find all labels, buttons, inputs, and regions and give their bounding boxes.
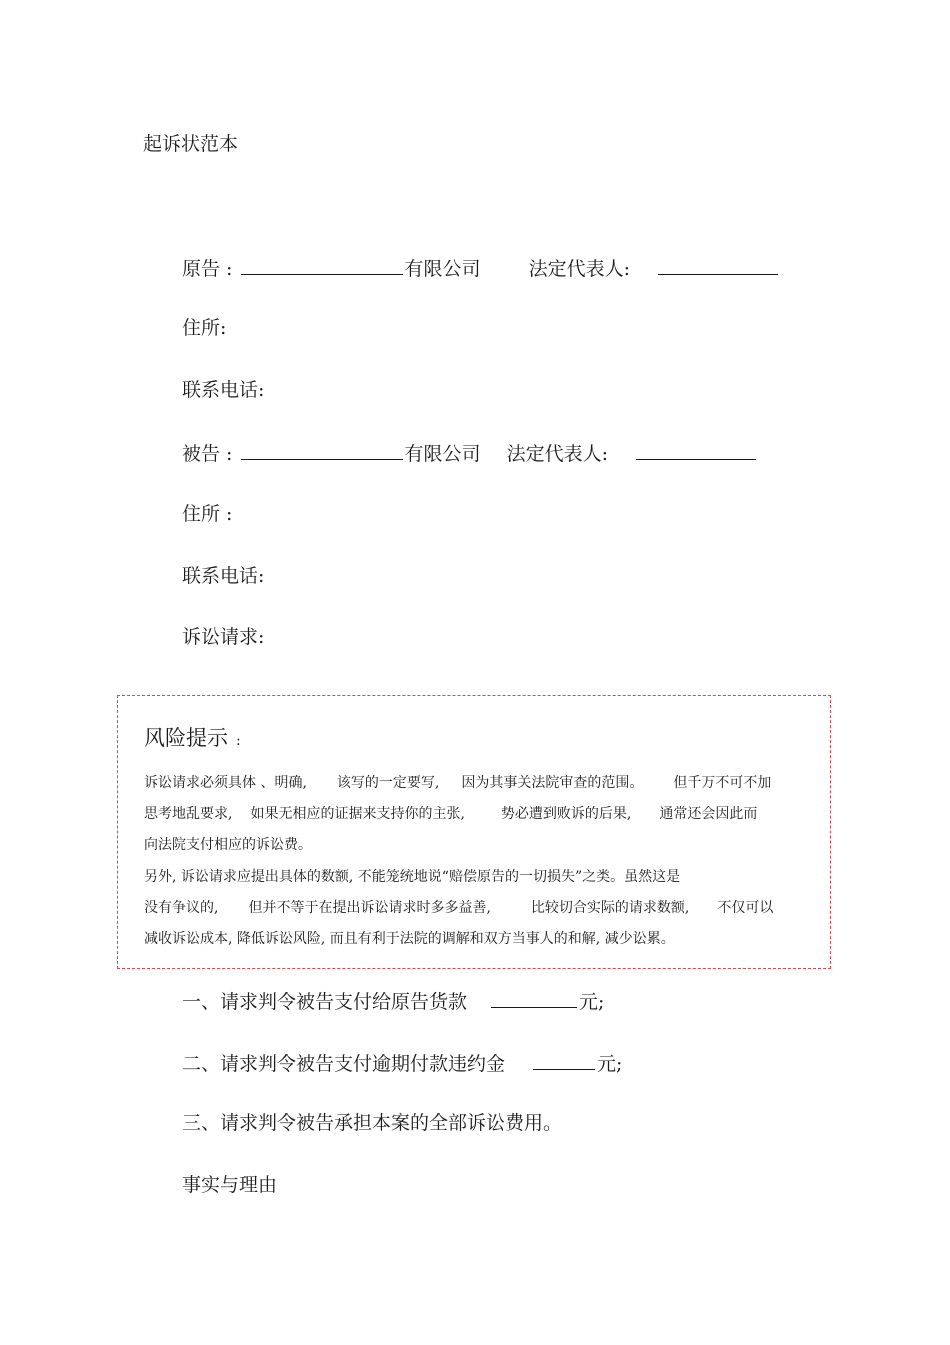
- risk-tip-colon: :: [236, 733, 241, 749]
- defendant-address-label: 住所 :: [182, 503, 233, 525]
- defendant-label: 被告 :: [182, 443, 233, 465]
- claim-item: 二、请求判令被告支付逾期付款违约金 元;: [182, 1049, 622, 1077]
- plaintiff-address-label: 住所:: [182, 317, 227, 339]
- document-title: 起诉状范本: [143, 133, 239, 155]
- risk-tip-title: 风险提示: [144, 726, 228, 750]
- defendant-company-suffix: 有限公司: [404, 443, 481, 465]
- claim-item: 一、请求判令被告支付给原告货款 元;: [182, 987, 604, 1015]
- defendant-phone-label: 联系电话:: [182, 565, 265, 587]
- plaintiff-company-suffix: 有限公司: [404, 258, 481, 280]
- risk-tip-line: 诉讼请求必须具体 、明确, 该写的一定要写, 因为其事关法院审查的范围。 但千万不可不加: [144, 775, 772, 791]
- plaintiff-rep-label: 法定代表人:: [528, 258, 631, 280]
- defendant-line: [182, 439, 758, 467]
- plaintiff-rep-blank: [658, 254, 778, 275]
- plaintiff-line: [182, 254, 780, 282]
- risk-tip-line: 思考地乱要求, 如果无相应的证据来支持你的主张, 势必遭到败诉的后果, 通常还会因此而: [144, 806, 758, 822]
- risk-tip-line: 没有争议的, 但并不等于在提出诉讼请求时多多益善, 比较切合实际的请求数额, 不仅可以: [144, 900, 774, 916]
- claims-label: 诉讼请求:: [182, 626, 265, 648]
- defendant-rep-label: 法定代表人:: [506, 443, 609, 465]
- defendant-rep-blank: [636, 439, 756, 460]
- risk-tip-line: 另外, 诉讼请求应提出具体的数额, 不能笼统地说“赔偿原告的一切损失”之类。虽然这是: [144, 869, 681, 885]
- risk-tip-box: [117, 695, 831, 969]
- risk-tip-line: 减收诉讼成本, 降低诉讼风险, 而且有利于法院的调解和双方当事人的和解, 减少讼累。: [144, 931, 675, 947]
- claim-item: 三、请求判令被告承担本案的全部诉讼费用。: [182, 1112, 563, 1134]
- plaintiff-phone-label: 联系电话:: [182, 379, 265, 401]
- defendant-company-blank: [241, 439, 403, 460]
- plaintiff-company-blank: [241, 254, 403, 275]
- risk-tip-line: 向法院支付相应的诉讼费。: [144, 837, 312, 853]
- plaintiff-label: 原告 :: [182, 258, 233, 280]
- risk-tip-heading: [144, 722, 241, 752]
- claim-amount-blank: [533, 1049, 595, 1070]
- claim-amount-blank: [491, 987, 577, 1008]
- facts-label: 事实与理由: [182, 1174, 278, 1196]
